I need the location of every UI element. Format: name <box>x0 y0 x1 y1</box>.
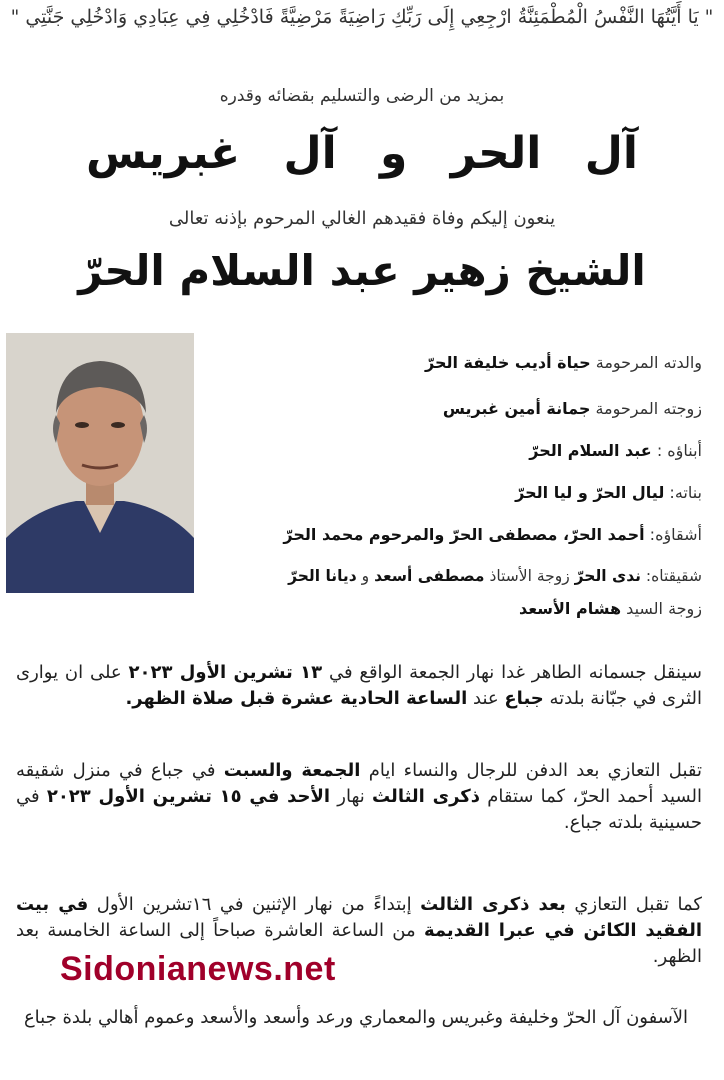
sister-1-husband: مصطفى أسعد <box>374 567 485 585</box>
condolences2-location: في بيت الفقيد الكائن في عبرا القديمة <box>16 894 702 941</box>
daughters-label: بناته: <box>669 483 702 502</box>
sister-2-name: ديانا الحرّ <box>288 567 357 585</box>
condolences-paragraph-1 <box>16 758 702 836</box>
condolences1-text-2: في جباع في منزل شقيقه السيد أحمد الحرّ، كما ستقام <box>16 760 702 807</box>
deceased-name: الشيخ زهير عبد السلام الحرّ <box>78 246 646 295</box>
mourning-text: ينعون إليكم وفاة فقيدهم الغالي المرحوم بإذنه تعالى <box>168 208 556 229</box>
mother-label: والدته المرحومة <box>595 353 702 372</box>
funeral-time: الساعة الحادية عشرة قبل صلاة الظهر. <box>125 688 468 709</box>
sons-line <box>210 441 702 460</box>
condolences1-text-4: في حسينية بلدته جباع. <box>16 786 702 833</box>
sister-2-husband: هشام الأسعد <box>518 599 622 618</box>
sister-1-relation: زوجة الأستاذ <box>489 567 570 585</box>
funeral-text-3: عند <box>473 688 499 709</box>
watermark: Sidonianews.net <box>60 950 336 988</box>
deceased-photo <box>6 333 194 593</box>
condolences2-text-1: كما تقبل التعازي <box>574 894 702 915</box>
funeral-date: ١٣ تشرين الأول ٢٠٢٣ <box>128 662 323 683</box>
condolences2-text-3: من الساعة العاشرة صباحاً إلى الساعة الخامسة بعد الظهر. <box>16 920 702 967</box>
wife-name: جمانة أمين غبريس <box>442 399 591 418</box>
condolences1-third-day: ذكرى الثالث <box>372 786 480 807</box>
funeral-town: جباع <box>504 688 544 709</box>
condolences1-text-3: نهار <box>337 786 365 807</box>
and-text: و <box>361 567 370 585</box>
wife-line <box>210 399 702 418</box>
daughters-names: ليال الحرّ و ليا الحرّ <box>515 483 665 502</box>
wife-label: زوجته المرحومة <box>595 399 702 418</box>
portrait-image <box>6 333 194 593</box>
condolences1-date: الأحد في ١٥ تشرين الأول ٢٠٢٣ <box>46 786 331 807</box>
funeral-paragraph <box>16 660 702 712</box>
intro-text: بمزيد من الرضى والتسليم بقضائه وقدره <box>219 86 505 106</box>
daughters-line <box>210 483 702 502</box>
condolences1-text-1: تقبل التعازي بعد الدفن للرجال والنساء ايام <box>368 760 702 781</box>
sisters-line <box>210 567 702 585</box>
sisters-label: شقيقتاه: <box>645 567 702 585</box>
sisters-line-2 <box>210 599 702 618</box>
sons-label: أبناؤه : <box>656 441 702 460</box>
mother-name: حياة أديب خليفة الحرّ <box>424 353 591 372</box>
families-heading: آل الحر و آل غبريس <box>86 128 638 179</box>
sister-2-relation: زوجة السيد <box>626 599 702 618</box>
brothers-names: أحمد الحرّ، مصطفى الحرّ والمرحوم محمد الحرّ <box>283 525 645 544</box>
condolences1-days: الجمعة والسبت <box>223 760 361 781</box>
sister-1-name: ندى الحرّ <box>574 567 641 585</box>
condolences2-text-2: إبتداءً من نهار الإثنين في ١٦تشرين الأول <box>96 894 412 915</box>
quran-verse: " يَا أَيَّتُهَا النَّفْسُ الْمُطْمَئِنَّةُ ارْجِعِي إِلَى رَبِّكِ رَاضِيَةً مَرْضِيَّةً فَادْخُلِي فِي عِبَادِي وَادْخُلِي جَنَّتِي " <box>10 6 714 28</box>
condolences2-after-third: بعد ذكرى الثالث <box>420 894 566 915</box>
mother-line <box>210 353 702 372</box>
brothers-line <box>210 525 702 544</box>
funeral-text-1: سينقل جسمانه الطاهر غدا نهار الجمعة الواقع في <box>328 662 702 683</box>
closing-text: الآسفون آل الحرّ وخليفة وغبريس والمعماري ورعد وأسعد والأسعد وعموم أهالي بلدة جباع <box>23 1007 689 1028</box>
funeral-text-2: على ان يوارى الثرى في جبّانة بلدته <box>16 662 702 709</box>
brothers-label: أشقاؤه: <box>649 525 702 544</box>
sons-names: عبد السلام الحرّ <box>529 441 652 460</box>
